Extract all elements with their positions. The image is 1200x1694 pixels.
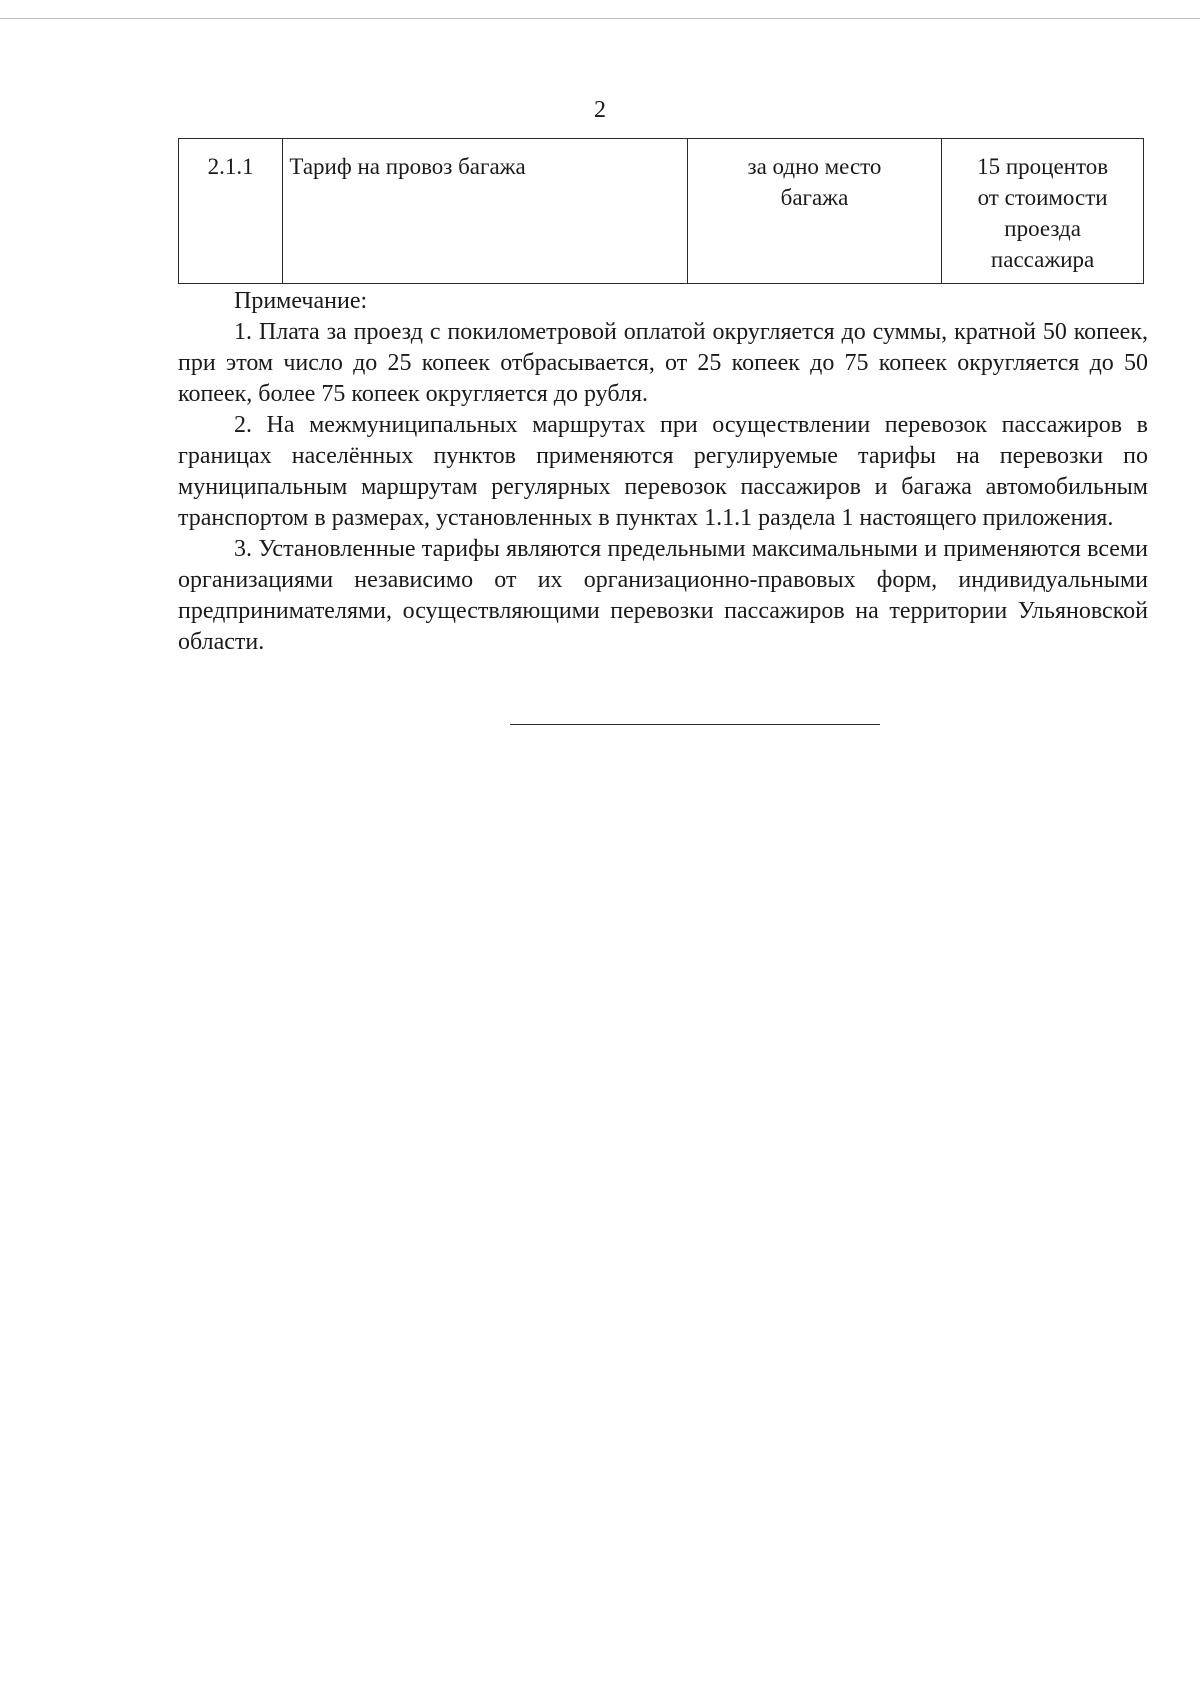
value-line: 15 процентов (977, 154, 1109, 179)
value-line: пассажира (990, 247, 1095, 272)
note-item: 1. Плата за проезд с покилометровой оплатой округляется до суммы, кратной 50 копеек, при этом число до 25 копеек отбрасывается, от 25 копеек до 75 копеек округляется до 50 копеек, более 75 копеек округляется до рубля. (178, 319, 1148, 407)
value-cell (942, 139, 1144, 284)
unit-line: за одно место (747, 154, 882, 179)
unit-line: багажа (780, 185, 849, 210)
notes-title: Примечание: (234, 288, 368, 314)
value-line: от стоимости (977, 185, 1108, 210)
end-of-document-line (510, 724, 880, 725)
tariff-name-cell: Тариф на провоз багажа (283, 139, 687, 284)
tariff-table (178, 138, 1144, 284)
scan-top-edge-line (0, 18, 1200, 19)
unit-cell (687, 139, 942, 284)
table-row (179, 139, 1144, 284)
notes-section (178, 286, 1148, 658)
page-number: 2 (594, 97, 606, 123)
note-item: 2. На межмуниципальных маршрутах при осуществлении перевозок пассажиров в границах населённых пунктов применяются регулируемые тарифы на перевозки по муниципальным маршрутам регулярных перевозок пассажиров и багажа автомобильным транспортом в размерах, установленных в пунктах 1.1.1 раздела 1 настоящего приложения. (178, 412, 1148, 531)
value-line: проезда (1004, 216, 1081, 241)
note-item: 3. Установленные тарифы являются предельными максимальными и применяются всеми организациями независимо от их организационно-правовых форм, индивидуальными предпринимателями, осуществляющими перевозки пассажиров на территории Ульяновской области. (178, 536, 1148, 655)
row-number-cell: 2.1.1 (179, 139, 283, 284)
